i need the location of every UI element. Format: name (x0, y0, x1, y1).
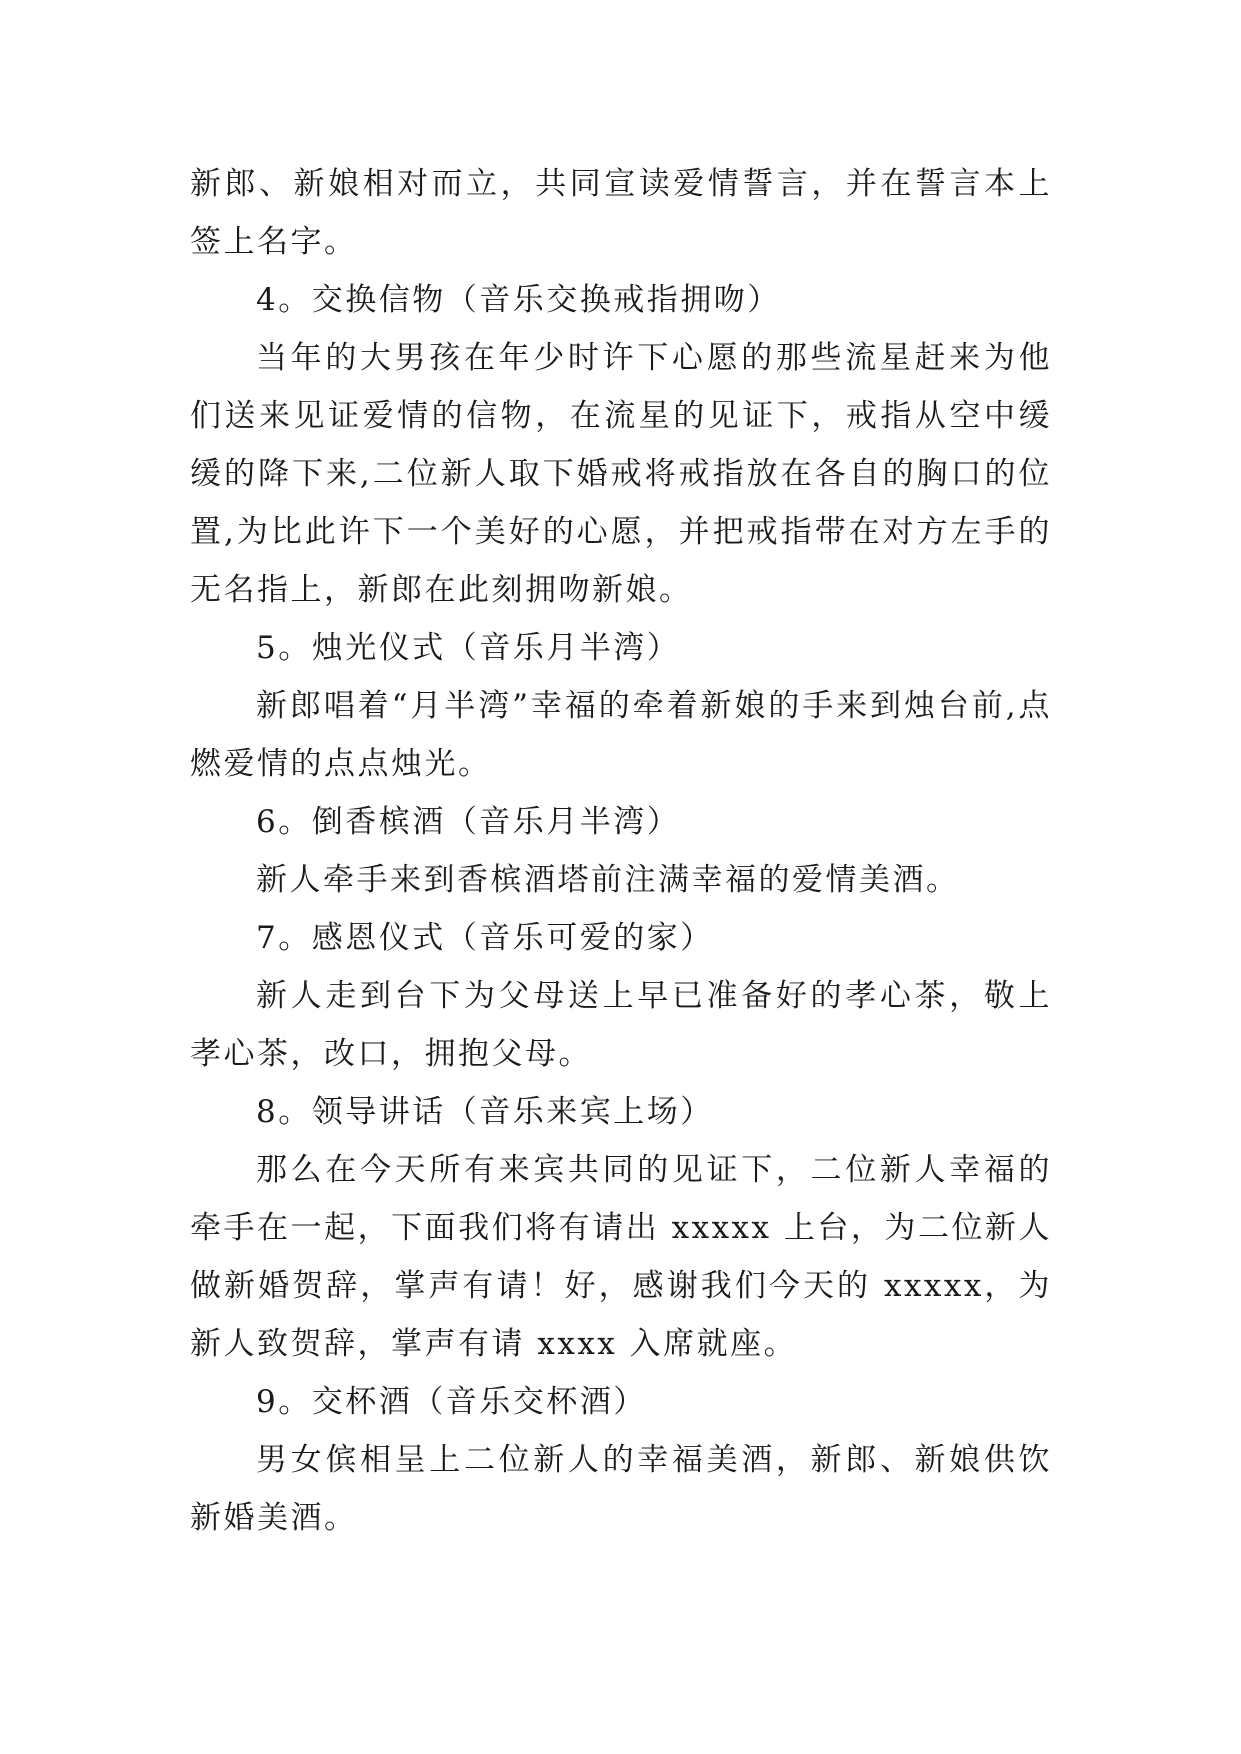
section-heading-champagne: 6。倒香槟酒（音乐月半湾） (256, 804, 681, 840)
section-heading-leader-speech: 8。领导讲话（音乐来宾上场） (256, 1094, 714, 1130)
section-heading-candlelight: 5。烛光仪式（音乐月半湾） (256, 630, 681, 666)
paragraph-vows: 新郎、新娘相对而立，共同宣读爱情誓言，并在誓言本上签上名字。 (190, 166, 1052, 260)
paragraph-exchange-tokens: 当年的大男孩在年少时许下心愿的那些流星赶来为他们送来见证爱情的信物，在流星的见证下，戒指从空中缓缓的降下来,二位新人取下婚戒将戒指放在各自的胸口的位置,为比此许下一个美好的心愿，并把戒指带在对方左手的无名指上，新郎在此刻拥吻新娘。 (190, 340, 1052, 608)
paragraph-candlelight: 新郎唱着“月半湾”幸福的牵着新娘的手来到烛台前,点燃爱情的点点烛光。 (190, 688, 1052, 782)
section-heading-toast: 9。交杯酒（音乐交杯酒） (256, 1384, 647, 1420)
paragraph-gratitude: 新人走到台下为父母送上早已准备好的孝心茶，敬上孝心茶，改口，拥抱父母。 (190, 978, 1052, 1072)
paragraph-champagne: 新人牵手来到香槟酒塔前注满幸福的爱情美酒。 (256, 862, 960, 898)
section-heading-gratitude: 7。感恩仪式（音乐可爱的家） (256, 920, 714, 956)
section-heading-exchange-tokens: 4。交换信物（音乐交换戒指拥吻） (256, 282, 781, 318)
paragraph-toast: 男女傧相呈上二位新人的幸福美酒，新郎、新娘供饮新婚美酒。 (190, 1442, 1052, 1536)
paragraph-leader-speech: 那么在今天所有来宾共同的见证下，二位新人幸福的牵手在一起，下面我们将有请出 xxxxx 上台，为二位新人做新婚贺辞，掌声有请！好，感谢我们今天的 xxxxx，为新人致贺辞，掌声有请 xxxx 入席就座。 (190, 1152, 1052, 1362)
document-body (190, 155, 1052, 1547)
